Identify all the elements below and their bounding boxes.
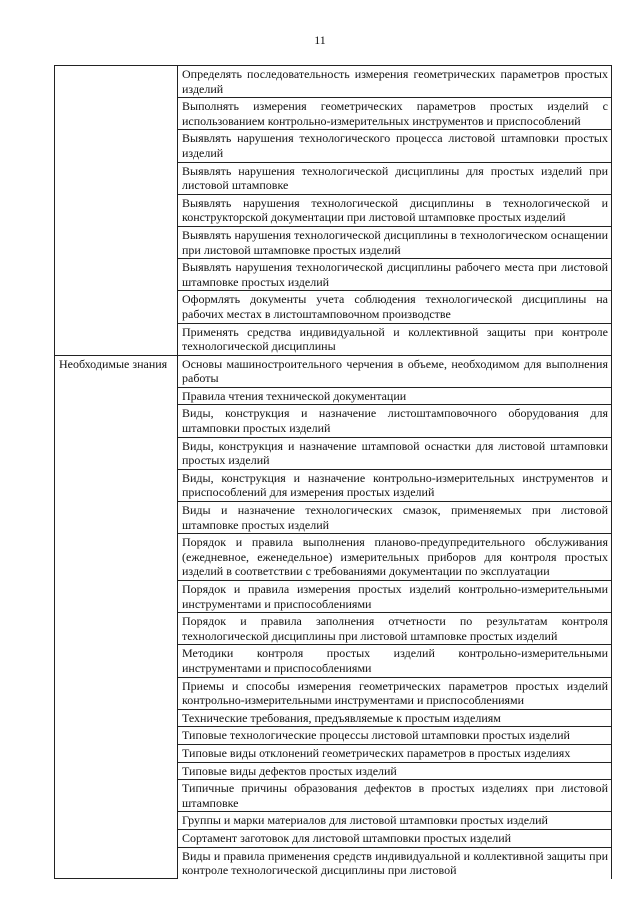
requirement-item: Виды, конструкция и назначение штамповой оснастки для листовой штамповки простых изделий — [178, 437, 612, 469]
requirement-item: Типичные причины образования дефектов в простых изделиях при листовой штамповке — [178, 780, 612, 812]
requirement-item: Основы машиностроительного черчения в объеме, необходимом для выполнения работы — [178, 355, 612, 387]
requirement-item: Определять последовательность измерения геометрических параметров простых изделий — [178, 66, 612, 98]
requirement-item: Виды и назначение технологических смазок, применяемых при листовой штамповке простых изделий — [178, 502, 612, 534]
requirement-item: Выявлять нарушения технологической дисциплины рабочего места при листовой штамповке простых изделий — [178, 259, 612, 291]
requirement-item: Правила чтения технической документации — [178, 387, 612, 405]
requirement-item: Оформлять документы учета соблюдения технологической дисциплины на рабочих местах в листоштамповочном производстве — [178, 291, 612, 323]
requirement-item: Порядок и правила измерения простых изделий контрольно-измерительными инструментами и приспособлениями — [178, 581, 612, 613]
requirement-item: Группы и марки материалов для листовой штамповки простых изделий — [178, 812, 612, 830]
requirement-item: Типовые виды дефектов простых изделий — [178, 762, 612, 780]
requirement-item: Выявлять нарушения технологической дисциплины в технологическом оснащении при листовой штамповке простых изделий — [178, 226, 612, 258]
requirement-item: Приемы и способы измерения геометрических параметров простых изделий контрольно-измерительными инструментами и приспособлениями — [178, 677, 612, 709]
requirement-item: Технические требования, предъявляемые к простым изделиям — [178, 709, 612, 727]
requirement-item: Типовые виды отклонений геометрических параметров в простых изделиях — [178, 744, 612, 762]
section-heading: Необходимые знания — [55, 355, 178, 879]
requirement-item: Выполнять измерения геометрических параметров простых изделий с использованием контрольно-измерительных инструментов и приспособлений — [178, 98, 612, 130]
requirement-item: Применять средства индивидуальной и коллективной защиты при контроле технологической дисциплины — [178, 323, 612, 355]
page-number: 11 — [314, 33, 326, 47]
requirement-item: Порядок и правила выполнения планово-предупредительного обслуживания (ежедневное, еженедельное) измерительных приборов для контроля простых изделий в соответствии с требованиями документации по эксплуатации — [178, 534, 612, 581]
requirement-item: Порядок и правила заполнения отчетности по результатам контроля технологической дисциплины при листовой штамповке простых изделий — [178, 613, 612, 645]
requirement-item: Сортамент заготовок для листовой штамповки простых изделий — [178, 829, 612, 847]
requirement-item: Виды, конструкция и назначение листоштамповочного оборудования для штамповки простых изделий — [178, 405, 612, 437]
requirement-item: Типовые технологические процессы листовой штамповки простых изделий — [178, 727, 612, 745]
section-heading — [55, 66, 178, 356]
requirements-table — [54, 65, 612, 879]
requirement-item: Методики контроля простых изделий контрольно-измерительными инструментами и приспособлениями — [178, 645, 612, 677]
requirement-item: Выявлять нарушения технологической дисциплины в технологической и конструкторской документации при листовой штамповке простых изделий — [178, 194, 612, 226]
requirement-item: Виды, конструкция и назначение контрольно-измерительных инструментов и приспособлений для измерения простых изделий — [178, 469, 612, 501]
requirement-item: Выявлять нарушения технологической дисциплины для простых изделий при листовой штамповке — [178, 162, 612, 194]
requirement-item: Выявлять нарушения технологического процесса листовой штамповки простых изделий — [178, 130, 612, 162]
table-row — [55, 355, 612, 387]
requirement-item: Виды и правила применения средств индивидуальной и коллективной защиты при контроле технологической дисциплины при листовой — [178, 847, 612, 879]
table-row — [55, 66, 612, 98]
